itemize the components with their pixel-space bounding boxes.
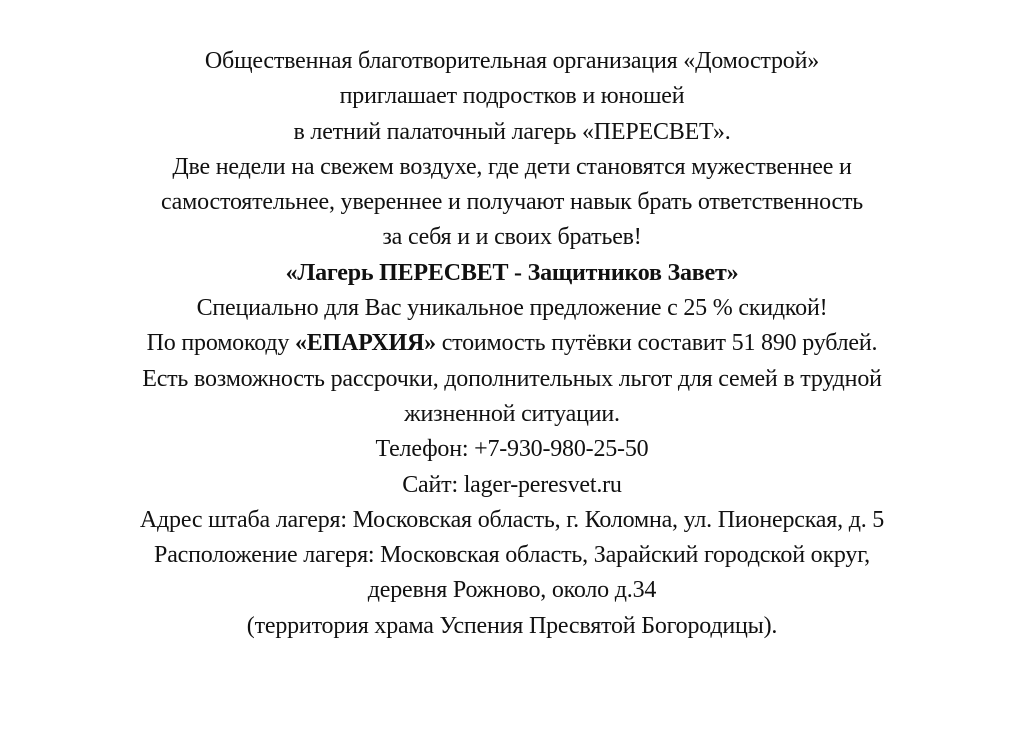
promo-price: стоимость путёвки составит 51 890 рублей. <box>435 330 878 357</box>
camp-location-line-3: (территория храма Успения Пресвятой Богородицы). <box>246 612 778 639</box>
intro-line-description-2: самостоятельнее, увереннее и получают навык брать ответственность <box>160 189 864 216</box>
installment-line-1: Есть возможность рассрочки, дополнительных льгот для семей в трудной <box>142 365 882 392</box>
hq-address: Адрес штаба лагеря: Московская область, г. Коломна, ул. Пионерская, д. 5 <box>139 506 885 533</box>
camp-location-line-1: Расположение лагеря: Московская область, Зарайский городской округ, <box>154 542 870 569</box>
camp-location-line-2: деревня Рожново, около д.34 <box>367 577 657 604</box>
intro-line-description-1: Две недели на свежем воздухе, где дети становятся мужественнее и <box>172 153 852 180</box>
intro-line-camp-name: в летний палаточный лагерь «ПЕРЕСВЕТ». <box>293 118 731 145</box>
promo-prefix: По промокоду <box>146 330 295 357</box>
camp-slogan: «Лагерь ПЕРЕСВЕТ - Защитников Завет» <box>285 259 739 286</box>
intro-line-description-3: за себя и и своих братьев! <box>382 224 642 251</box>
contact-website: Сайт: lager-peresvet.ru <box>402 471 622 498</box>
promo-code: «ЕПАРХИЯ» <box>294 330 436 357</box>
intro-line-organization: Общественная благотворительная организация «Домострой» <box>204 48 820 74</box>
installment-line-2: жизненной ситуации. <box>404 400 620 427</box>
camp-flyer <box>0 44 1024 644</box>
intro-line-invitation: приглашает подростков и юношей <box>339 83 685 110</box>
discount-offer: Специально для Вас уникальное предложение с 25 % скидкой! <box>196 295 828 322</box>
contact-phone: Телефон: +7-930-980-25-50 <box>375 436 649 463</box>
promo-code-line <box>0 326 1024 361</box>
